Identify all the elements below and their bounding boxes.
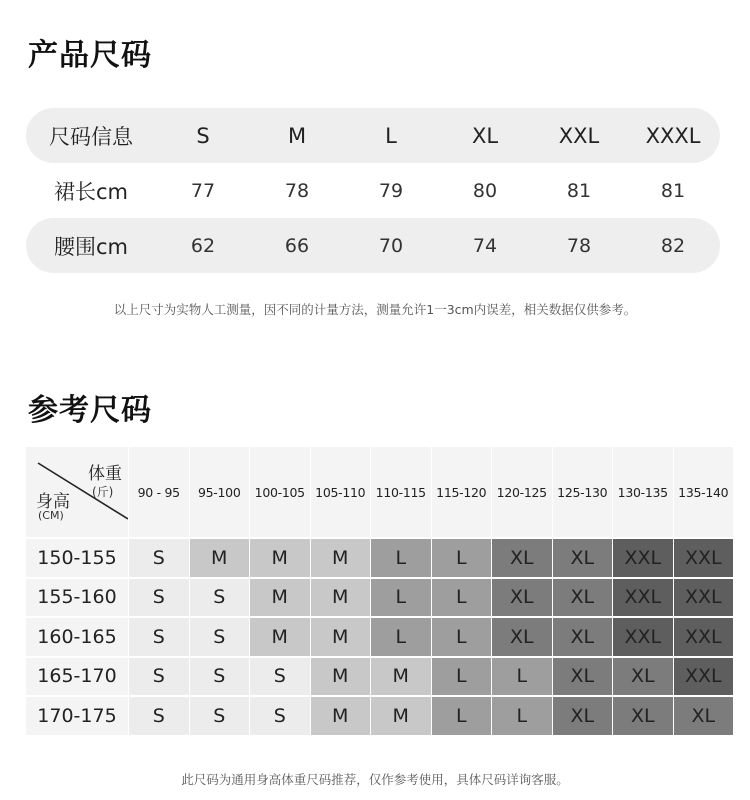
size-recommendation-cell: XL — [613, 656, 673, 696]
weight-range-header: 135-140 — [674, 447, 734, 537]
height-unit: (CM) — [38, 509, 64, 522]
waist-label: 腰围cm — [53, 234, 128, 259]
size-recommendation-cell: XL — [492, 577, 552, 617]
size-recommendation-cell: M — [371, 695, 431, 735]
size-recommendation-cell: XL — [553, 577, 613, 617]
skirt-length-row — [26, 163, 720, 218]
size-recommendation-cell: L — [492, 695, 552, 735]
size-recommendation-cell: M — [250, 616, 310, 656]
size-recommendation-cell: S — [190, 656, 250, 696]
size-recommendation-cell: XL — [674, 695, 734, 735]
size-recommendation-cell: M — [311, 577, 371, 617]
size-recommendation-cell: S — [190, 577, 250, 617]
size-recommendation-cell: XXL — [613, 577, 673, 617]
skirt-length-value: 78 — [284, 179, 310, 202]
product-size-table — [26, 108, 720, 273]
size-recommendation-cell: S — [129, 537, 189, 577]
size-recommendation-cell: M — [311, 616, 371, 656]
size-recommendation-cell: XL — [553, 537, 613, 577]
height-range-cell: 170-175 — [26, 695, 128, 735]
size-recommendation-cell: M — [371, 656, 431, 696]
product-size-title: 产品尺码 — [28, 38, 152, 73]
size-recommendation-cell: XL — [553, 656, 613, 696]
measurement-note: 以上尺寸为实物人工测量，因不同的计量方法，测量允许1一3cm内误差，相关数据仅供参考。 — [113, 302, 637, 317]
size-recommendation-cell: XXL — [613, 537, 673, 577]
size-recommendation-cell: M — [250, 577, 310, 617]
height-range-cell: 150-155 — [26, 537, 128, 577]
size-recommendation-cell: L — [371, 537, 431, 577]
size-recommendation-cell: XXL — [674, 656, 734, 696]
size-recommendation-cell: L — [432, 537, 492, 577]
weight-range-header: 100-105 — [250, 447, 310, 537]
skirt-length-value: 79 — [378, 179, 404, 202]
size-header-label: 尺码信息 — [49, 124, 133, 149]
size-recommendation-cell: S — [129, 616, 189, 656]
reference-note: 此尺码为通用身高体重尺码推荐，仅作参考使用，具体尺码详询客服。 — [181, 772, 569, 787]
waist-row — [26, 218, 720, 273]
size-recommendation-cell: XL — [553, 616, 613, 656]
skirt-length-value: 80 — [472, 179, 498, 202]
waist-value: 70 — [378, 234, 404, 257]
waist-value: 74 — [472, 234, 498, 257]
skirt-length-label: 裙长cm — [53, 179, 128, 204]
weight-range-header: 125-130 — [553, 447, 613, 537]
weight-range-header: 130-135 — [613, 447, 673, 537]
size-recommendation-cell: XXL — [674, 577, 734, 617]
size-recommendation-cell: S — [129, 695, 189, 735]
waist-value: 66 — [284, 234, 310, 257]
size-recommendation-cell: XXL — [674, 537, 734, 577]
size-recommendation-cell: XL — [553, 695, 613, 735]
height-range-cell: 155-160 — [26, 577, 128, 617]
height-range-cell: 165-170 — [26, 656, 128, 696]
size-recommendation-cell: S — [129, 577, 189, 617]
waist-value: 62 — [190, 234, 216, 257]
size-label: XXXL — [645, 123, 701, 148]
size-recommendation-cell: XXL — [674, 616, 734, 656]
size-recommendation-cell: XL — [613, 695, 673, 735]
size-header-row — [26, 108, 720, 163]
size-recommendation-cell: L — [371, 577, 431, 617]
weight-range-header: 115-120 — [432, 447, 492, 537]
size-recommendation-cell: L — [432, 577, 492, 617]
reference-size-table — [26, 447, 733, 735]
size-recommendation-cell: M — [311, 656, 371, 696]
size-label: L — [385, 123, 397, 148]
size-label: XL — [471, 123, 499, 148]
weight-label: 体重 — [88, 464, 122, 484]
size-recommendation-cell: M — [190, 537, 250, 577]
height-label: 身高 — [36, 492, 70, 512]
size-recommendation-cell: XXL — [613, 616, 673, 656]
size-recommendation-cell: S — [190, 616, 250, 656]
weight-range-header: 110-115 — [371, 447, 431, 537]
table-corner-header — [26, 447, 128, 537]
skirt-length-value: 81 — [566, 179, 592, 202]
size-recommendation-cell: M — [311, 537, 371, 577]
size-recommendation-cell: L — [432, 616, 492, 656]
size-recommendation-cell: M — [311, 695, 371, 735]
weight-unit: (斤) — [92, 485, 114, 499]
size-label: XXL — [558, 123, 600, 148]
reference-size-title: 参考尺码 — [28, 393, 152, 428]
size-recommendation-cell: L — [371, 616, 431, 656]
skirt-length-value: 77 — [190, 179, 216, 202]
size-recommendation-cell: S — [250, 695, 310, 735]
size-recommendation-cell: L — [432, 695, 492, 735]
size-label: S — [196, 123, 210, 148]
size-recommendation-cell: S — [190, 695, 250, 735]
waist-value: 82 — [660, 234, 686, 257]
size-recommendation-cell: M — [250, 537, 310, 577]
weight-range-header: 105-110 — [311, 447, 371, 537]
weight-range-header: 120-125 — [492, 447, 552, 537]
weight-range-header: 90 - 95 — [129, 447, 189, 537]
size-recommendation-cell: XL — [492, 616, 552, 656]
size-recommendation-cell: L — [432, 656, 492, 696]
size-recommendation-cell: S — [250, 656, 310, 696]
weight-range-header: 95-100 — [190, 447, 250, 537]
size-label: M — [287, 123, 307, 148]
height-range-cell: 160-165 — [26, 616, 128, 656]
skirt-length-value: 81 — [660, 179, 686, 202]
size-recommendation-cell: L — [492, 656, 552, 696]
size-recommendation-cell: S — [129, 656, 189, 696]
waist-value: 78 — [566, 234, 592, 257]
size-recommendation-cell: XL — [492, 537, 552, 577]
